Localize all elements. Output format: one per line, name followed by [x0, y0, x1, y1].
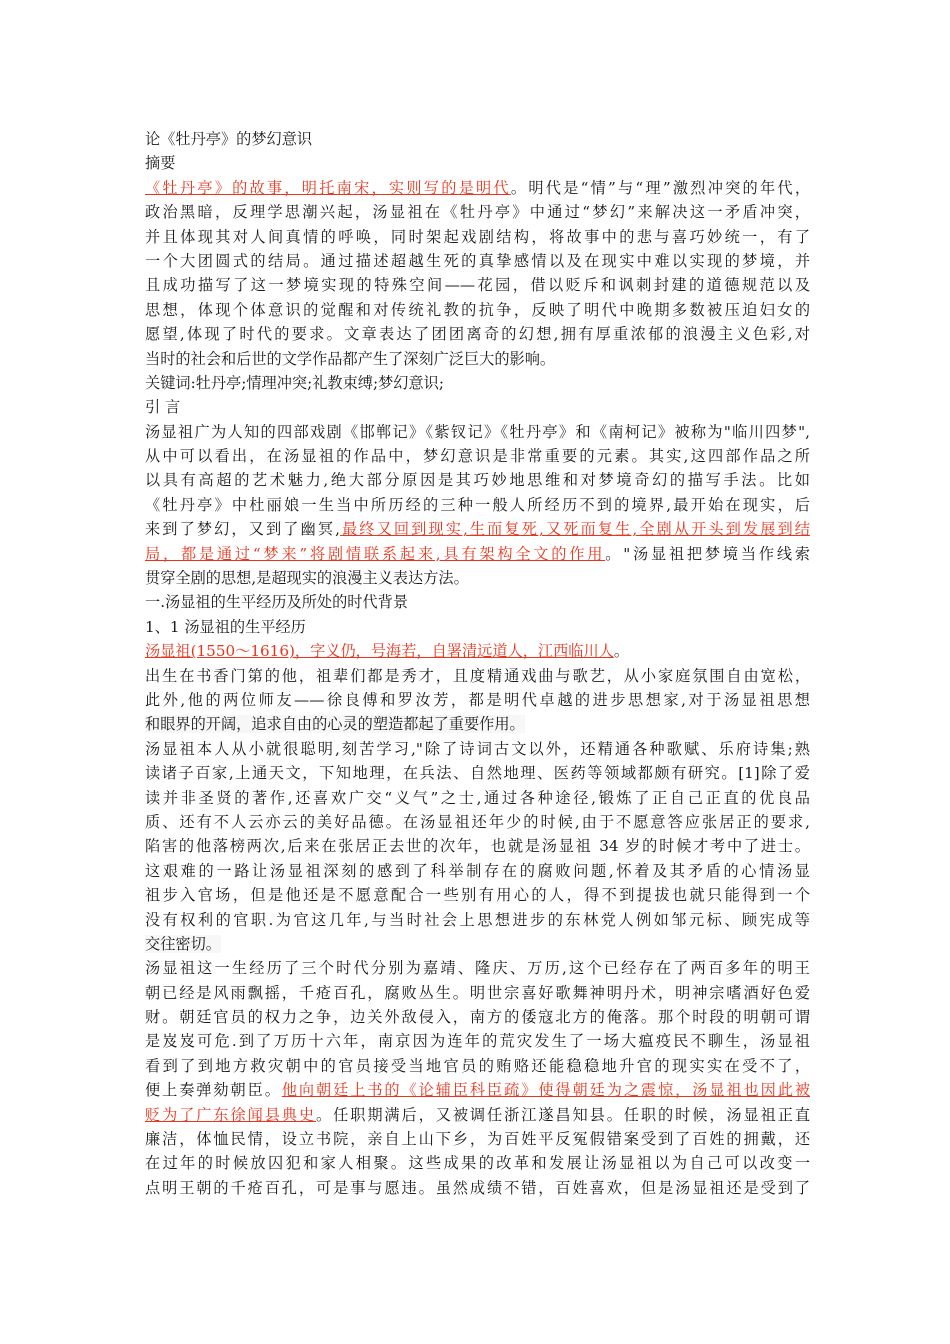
text-line: 质、还有不人云亦云的美好品德。在汤显祖还年少的时候,由于不愿意答应张居正的要求, — [145, 812, 810, 831]
text-line: 陷害的他落榜两次,后来在张居正去世的次年，也就是汤显祖 34 岁的时候才考中了进士。 — [145, 837, 810, 856]
section-heading: 一.汤显祖的生平经历及所处的时代背景 — [145, 593, 409, 612]
text-line: 汤显祖这一生经历了三个时代分别为嘉靖、隆庆、万历,这个已经存在了两百多年的明王 — [145, 959, 810, 978]
text-line: 从中可以看出，在汤显祖的作品中，梦幻意识是非常重要的元素。其实,这四部作品之所 — [145, 447, 810, 466]
text-line: 一个大团圆式的结局。通过描述超越生死的真挚感情以及在现实中难以实现的梦境，并 — [145, 251, 810, 270]
text-line: 且成功描写了这一梦境实现的特殊空间——花园，借以贬斥和讽刺封建的道德规范以及 — [145, 276, 810, 295]
text-line: 财。朝廷官员的权力之争，边关外敌侵入，南方的倭寇北方的俺落。那个时段的明朝可谓 — [145, 1008, 810, 1027]
subsection-heading: 1、1 汤显祖的生平经历 — [145, 617, 306, 636]
highlighted-link[interactable]: 贬为了广东徐闻县典史 — [145, 1105, 317, 1124]
text-line: 读诸子百家,上通天文，下知地理，在兵法、自然地理、医药等领域都颇有研究。[1]除了爱 — [145, 764, 810, 783]
text-line: 思想，体现个体意识的觉醒和对传统礼教的抗争，反映了明代中晚期多数被压迫妇女的 — [145, 300, 810, 319]
text-line: 这艰难的一路让汤显祖深刻的感到了科举制存在的腐败问题,怀着及其矛盾的心情汤显 — [145, 861, 810, 880]
text-line: 是岌岌可危.到了万历十六年，南京因为连年的荒灾发生了一场大瘟疫民不聊生，汤显祖 — [145, 1032, 810, 1051]
text-line: 在过年的时候放囚犯和家人相聚。这些成果的改革和发展让汤显祖以为自己可以改变一 — [145, 1154, 810, 1173]
text-line: 读并非圣贤的著作,还喜欢广交“义气”之士,通过各种途径,锻炼了正自己正直的优良品 — [145, 788, 810, 807]
text-line: 祖步入官场，但是他还是不愿意配合一些别有用心的人，得不到提拔也就只能得到一个 — [145, 886, 810, 905]
intro-heading: 引 言 — [145, 398, 181, 417]
text-line: 和眼界的开阔，追求自由的心灵的塑造都起了重要作用。 — [145, 715, 525, 734]
text-line: 点明王朝的千疮百孔，可是事与愿违。虽然成绩不错，百姓喜欢，但是汤显祖还是受到了 — [145, 1178, 810, 1197]
text-line: 以具有高超的艺术魅力,绝大部分原因是其巧妙地思维和对梦境奇幻的描写手法。比如 — [145, 471, 810, 490]
text-line: 来到了梦幻，又到了幽冥,最终又回到现实,生而复死,又死而复生,全剧从开头到发展到结 — [145, 520, 810, 539]
text-line: 廉洁，体恤民情，设立书院，亲自上山下乡，为百姓平反冤假错案受到了百姓的拥戴，还 — [145, 1130, 810, 1149]
text-line: 贯穿全剧的思想,是超现实的浪漫主义表达方法。 — [145, 569, 469, 588]
text-line: 政治黑暗，反理学思潮兴起，汤显祖在《牡丹亭》中通过“梦幻”来解决这一矛盾冲突， — [145, 203, 810, 222]
highlighted-link[interactable]: 最终又回到现实,生而复死,又死而复生,全剧从开头到发展到结 — [339, 520, 810, 539]
abstract-heading: 摘要 — [145, 154, 176, 173]
highlighted-link[interactable]: 他向朝廷上书的《论辅臣科臣疏》使得朝廷为之震惊，汤显祖也因此被 — [281, 1081, 810, 1100]
text-line: 并且体现其对人间真情的呼唤，同时架起戏剧结构，将故事中的悲与喜巧妙统一，有了 — [145, 227, 810, 246]
highlighted-link[interactable]: 汤显祖(1550～1616)，字义仍，号海若，自署清远道人，江西临川人 — [145, 642, 614, 661]
text-line: 出生在书香门第的他，祖辈们都是秀才，且度精通戏曲与歌艺，从小家庭氛围自由宽松， — [145, 666, 810, 685]
text-line: 看到了到地方救灾朝中的官员接受当地官员的贿赂还能稳稳地升官的现实实在受不了， — [145, 1056, 810, 1075]
text-line: 朝已经是风雨飘摇，千疮百孔，腐败丛生。明世宗喜好歌舞神明丹术，明神宗嗜酒好色爱 — [145, 983, 810, 1002]
text-line: 交往密切。 — [145, 934, 221, 953]
text-line: 《牡丹亭》中杜丽娘一生当中所历经的三种一般人所经历不到的境界,最开始在现实，后 — [145, 495, 810, 514]
text-line: 汤显祖本人从小就很聪明,刻苦学习,"除了诗词古文以外，还精通各种歌赋、乐府诗集;熟 — [145, 739, 810, 758]
text-line: 局，都是通过“梦来”将剧情联系起来,具有架构全文的作用。"汤显祖把梦境当作线索 — [145, 544, 810, 563]
bio-line: 汤显祖(1550～1616)，字义仍，号海若，自署清远道人，江西临川人。 — [145, 642, 630, 661]
highlighted-link[interactable]: 局，都是通过“梦来”将剧情联系起来,具有架构全文的作用 — [145, 544, 606, 563]
upbringing-paragraph — [145, 664, 810, 737]
text-line: 汤显祖广为人知的四部戏剧《邯郸记》《紫钗记》《牡丹亭》和《南柯记》被称为"临川四梦", — [145, 422, 810, 441]
era-paragraph — [145, 956, 810, 1200]
document-body — [145, 127, 810, 1200]
text-line: 便上奏弹劾朝臣。他向朝廷上书的《论辅臣科臣疏》使得朝廷为之震惊，汤显祖也因此被 — [145, 1081, 810, 1100]
text-line: 此外,他的两位师友——徐良傅和罗汝芳，都是明代卓越的进步思想家,对于汤显祖思想 — [145, 690, 810, 709]
abstract-paragraph — [145, 176, 810, 371]
text-line: 愿望,体现了时代的要求。文章表达了团团离奇的幻想,拥有厚重浓郁的浪漫主义色彩,对 — [145, 325, 810, 344]
text-line: 《牡丹亭》的故事，明托南宋，实则写的是明代。明代是“情”与“理”激烈冲突的年代， — [145, 178, 810, 197]
keywords: 关键词:牡丹亭;情理冲突;礼教束缚;梦幻意识; — [145, 373, 444, 392]
career-paragraph — [145, 737, 810, 957]
intro-paragraph — [145, 420, 810, 591]
highlighted-link[interactable]: 《牡丹亭》的故事，明托南宋，实则写的是明代 — [145, 178, 511, 197]
text-line: 没有权利的官职.为官这几年,与当时社会上思想进步的东林党人例如邹元标、顾宪成等 — [145, 910, 810, 929]
text-line: 贬为了广东徐闻县典史。任职期满后，又被调任浙江遂昌知县。任职的时候，汤显祖正直 — [145, 1105, 810, 1124]
text-line: 当时的社会和后世的文学作品都产生了深刻广泛巨大的影响。 — [145, 349, 556, 368]
doc-title: 论《牡丹亭》的梦幻意识 — [145, 130, 313, 148]
